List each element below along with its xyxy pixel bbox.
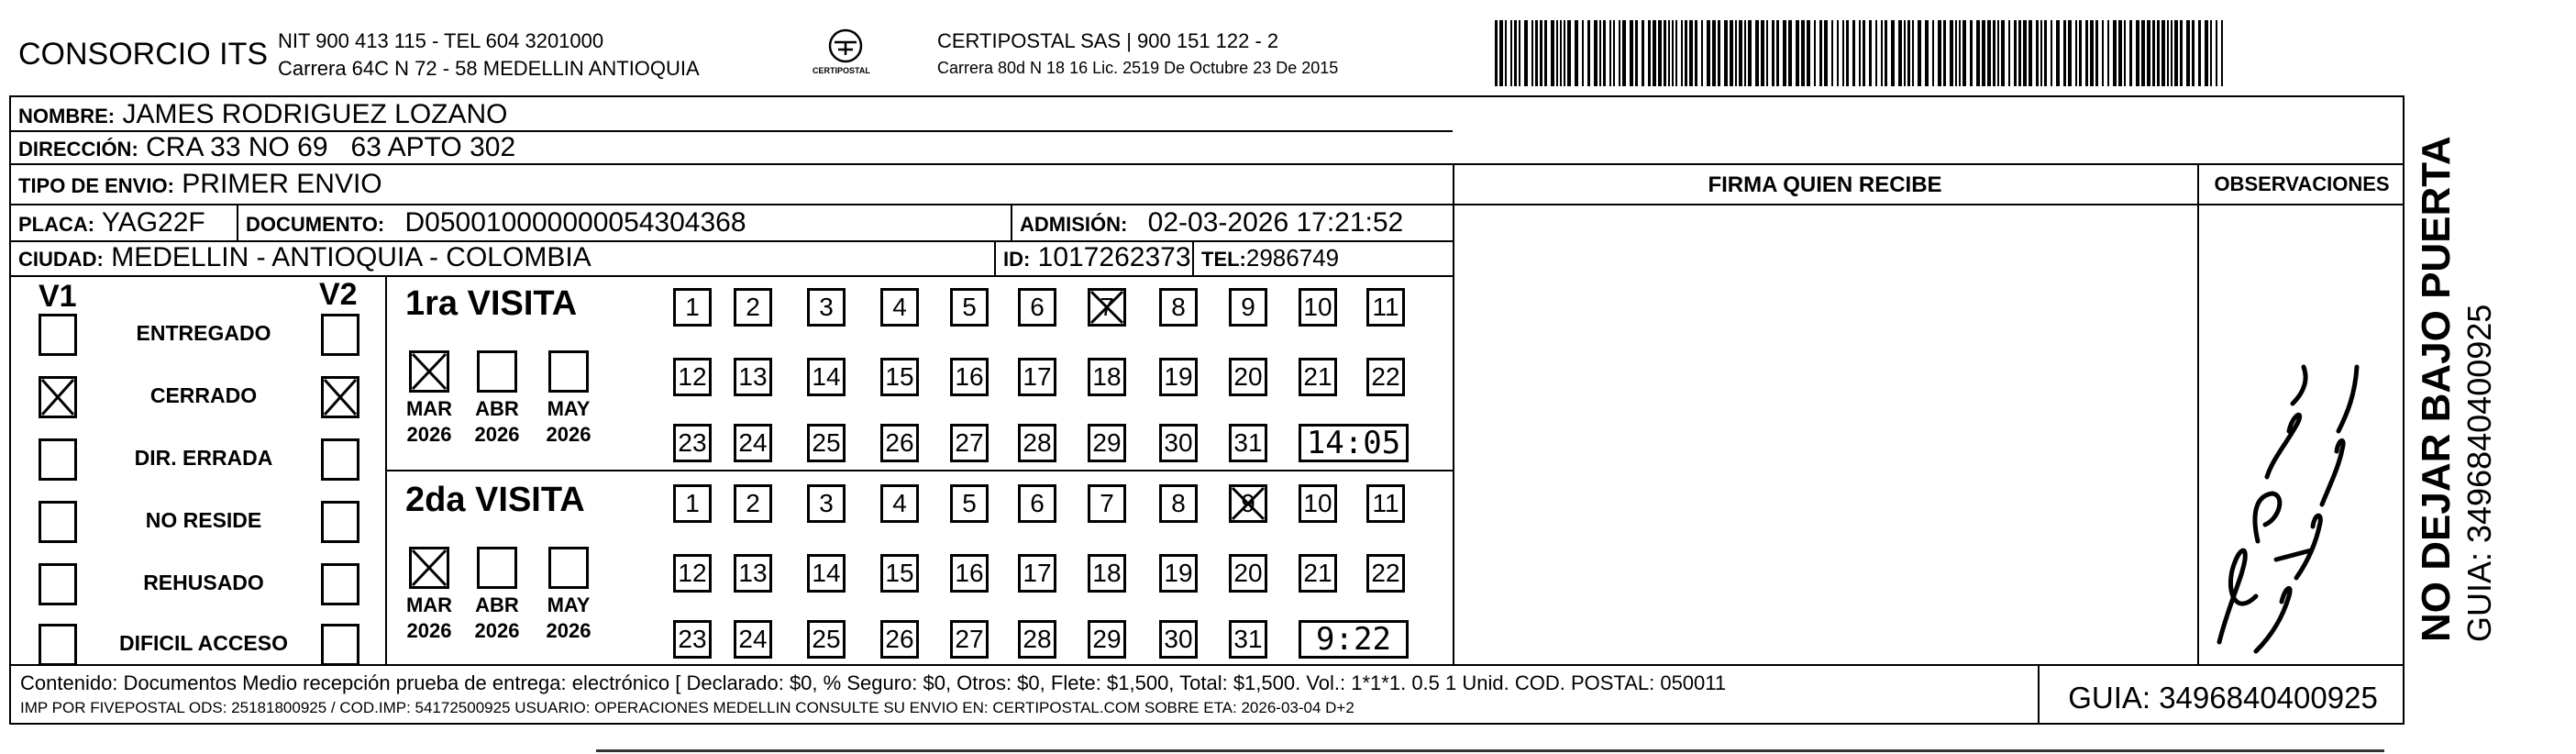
barcode-bar bbox=[1675, 20, 1677, 86]
day-box[interactable]: 1 bbox=[673, 484, 712, 523]
carrier-line: CERTIPOSTAL SAS | 900 151 122 - 2 bbox=[937, 29, 1279, 52]
barcode-bar bbox=[1609, 20, 1611, 86]
day-box[interactable]: 7 bbox=[1088, 288, 1126, 327]
type-field bbox=[18, 169, 382, 200]
no-dejar-warning: NO DEJAR BAJO PUERTA bbox=[2414, 136, 2459, 642]
day-box[interactable]: 31 bbox=[1229, 620, 1267, 659]
day-box[interactable]: 24 bbox=[734, 424, 772, 462]
plate-value: YAG22F bbox=[101, 207, 205, 238]
day-box[interactable]: 12 bbox=[673, 358, 712, 396]
barcode-bar bbox=[2221, 20, 2223, 86]
day-box[interactable]: 9 bbox=[1229, 484, 1267, 523]
barcode-bar bbox=[1514, 20, 1517, 86]
day-box[interactable]: 16 bbox=[950, 554, 989, 593]
barcode-bar bbox=[2216, 20, 2217, 86]
barcode-bar bbox=[1744, 20, 1746, 86]
barcode-bar bbox=[1819, 20, 1822, 86]
barcode-bar bbox=[1630, 20, 1633, 86]
barcode-bar bbox=[1718, 20, 1720, 86]
barcode-bar bbox=[1801, 20, 1805, 86]
document-field bbox=[246, 207, 746, 238]
barcode-bar bbox=[1776, 20, 1779, 86]
day-box[interactable]: 18 bbox=[1088, 358, 1126, 396]
id-label: ID: bbox=[1003, 248, 1031, 271]
month-checkbox[interactable] bbox=[477, 547, 517, 589]
shipment-type: PRIMER ENVIO bbox=[182, 169, 382, 199]
day-box[interactable]: 15 bbox=[880, 554, 919, 593]
barcode-bar bbox=[1982, 20, 1985, 86]
name-label: NOMBRE: bbox=[18, 105, 116, 128]
day-box[interactable]: 13 bbox=[734, 554, 772, 593]
name-field bbox=[18, 99, 508, 130]
type-label: TIPO DE ENVIO: bbox=[18, 174, 174, 197]
logo-caption: CERTIPOSTAL bbox=[813, 66, 870, 75]
barcode-bar bbox=[1950, 20, 1953, 86]
barcode-bar bbox=[1842, 20, 1844, 86]
month-checkbox[interactable] bbox=[548, 547, 589, 589]
day-box[interactable]: 25 bbox=[807, 424, 846, 462]
barcode-bar bbox=[1560, 20, 1562, 86]
document-value: D050010000000054304368 bbox=[404, 207, 746, 238]
barcode-bar bbox=[1495, 20, 1498, 86]
imp-line: IMP POR FIVEPOSTAL ODS: 25181800925 / COD.IMP: 54172500925 USUARIO: OPERACIONES MEDELLIN CONSULTE SU ENVIO EN: CERTIPOSTAL.COM SOBRE ETA: 2026-03-04 D+2 bbox=[20, 699, 1354, 716]
barcode-bar bbox=[2129, 20, 2132, 86]
day-box[interactable]: 19 bbox=[1159, 358, 1198, 396]
check-mark-icon bbox=[321, 376, 359, 418]
year-label: 2026 bbox=[546, 423, 591, 446]
barcode-bar bbox=[2124, 20, 2126, 86]
barcode-bar bbox=[1712, 20, 1716, 86]
barcode-bar bbox=[1519, 20, 1520, 86]
barcode-bar bbox=[2018, 20, 2021, 86]
barcode-bar bbox=[1766, 20, 1768, 86]
barcode-bar bbox=[2063, 20, 2066, 86]
visit-time[interactable]: 9:22 bbox=[1299, 620, 1409, 659]
day-box[interactable]: 11 bbox=[1366, 484, 1405, 523]
barcode-bar bbox=[1859, 20, 1861, 86]
barcode-bar bbox=[2136, 20, 2139, 86]
plate-field bbox=[18, 207, 205, 238]
barcode-bar bbox=[1796, 20, 1799, 86]
day-box[interactable]: 10 bbox=[1299, 288, 1337, 327]
recipient-address: CRA 33 NO 69 63 APTO 302 bbox=[146, 132, 516, 162]
status-label: NO RESIDE bbox=[145, 508, 262, 532]
day-box[interactable]: 9 bbox=[1229, 288, 1267, 327]
barcode-bar bbox=[1540, 20, 1542, 86]
tel-label: TEL: bbox=[1201, 248, 1246, 271]
year-label: 2026 bbox=[406, 423, 452, 446]
barcode-bar bbox=[1689, 20, 1693, 86]
status-label: DIFICIL ACCESO bbox=[118, 631, 288, 655]
visit-title: 2da VISITA bbox=[405, 481, 585, 519]
day-box[interactable]: 20 bbox=[1229, 358, 1267, 396]
barcode-bar bbox=[1918, 20, 1921, 86]
barcode-bar bbox=[1938, 20, 1941, 86]
barcode-bar bbox=[1701, 20, 1703, 86]
id-value: 1017262373 bbox=[1037, 242, 1191, 272]
month-checkbox[interactable] bbox=[548, 350, 589, 393]
barcode-bar bbox=[1642, 20, 1644, 86]
company-address: Carrera 64C N 72 - 58 MEDELLIN ANTIOQUIA bbox=[278, 57, 700, 80]
barcode-bar bbox=[2167, 20, 2169, 86]
barcode-bar bbox=[1807, 20, 1810, 86]
city-label: CIUDAD: bbox=[18, 248, 104, 271]
barcode-bar bbox=[1852, 20, 1855, 86]
barcode-bar bbox=[1997, 20, 1999, 86]
day-box[interactable]: 21 bbox=[1299, 554, 1337, 593]
day-box[interactable]: 8 bbox=[1159, 484, 1198, 523]
v2-checkbox[interactable] bbox=[321, 563, 359, 605]
barcode-bar bbox=[1970, 20, 1973, 86]
city-value: MEDELLIN - ANTIOQUIA - COLOMBIA bbox=[111, 242, 591, 272]
barcode-bar bbox=[1898, 20, 1902, 86]
day-box[interactable]: 28 bbox=[1018, 424, 1056, 462]
barcode-bar bbox=[1724, 20, 1728, 86]
day-box[interactable]: 13 bbox=[734, 358, 772, 396]
year-label: 2026 bbox=[474, 619, 520, 642]
day-box[interactable]: 27 bbox=[950, 424, 989, 462]
barcode-bar bbox=[1932, 20, 1934, 86]
tel-value: 2986749 bbox=[1245, 244, 1340, 272]
barcode-bar bbox=[1664, 20, 1666, 86]
document-label: DOCUMENTO: bbox=[246, 213, 385, 236]
barcode-bar bbox=[1648, 20, 1651, 86]
barcode-bar bbox=[1599, 20, 1601, 86]
barcode-bar bbox=[1993, 20, 1996, 86]
barcode-bar bbox=[1943, 20, 1946, 86]
day-box[interactable]: 26 bbox=[880, 620, 919, 659]
observations-header: OBSERVACIONES bbox=[2214, 172, 2390, 195]
status-label: DIR. ERRADA bbox=[134, 446, 273, 470]
day-box[interactable]: 8 bbox=[1159, 288, 1198, 327]
barcode-bar bbox=[1976, 20, 1980, 86]
barcode-bar bbox=[2079, 20, 2082, 86]
barcode-bar bbox=[2014, 20, 2017, 86]
barcode-bar bbox=[1814, 20, 1816, 86]
footer-guide: GUIA: 3496840400925 bbox=[2068, 681, 2378, 715]
v2-checkbox[interactable] bbox=[321, 501, 359, 543]
month-label: MAR bbox=[405, 397, 453, 420]
day-box[interactable]: 7 bbox=[1088, 484, 1126, 523]
barcode-bar bbox=[2157, 20, 2160, 86]
contents-line: Contenido: Documentos Medio recepción prueba de entrega: electrónico [ Declarado: $0, % Seguro: $0, Otros: $0, Flete: $1,500, Total: $1,500. Vol.: 1*1*1. 0.5 1 Unid. COD. POSTAL: 050011 bbox=[20, 671, 1727, 694]
address-label: DIRECCIÓN: bbox=[18, 138, 138, 161]
month-label: MAR bbox=[405, 593, 453, 616]
barcode-bar bbox=[2192, 20, 2195, 86]
v1-checkbox[interactable] bbox=[39, 438, 77, 481]
certipostal-logo bbox=[809, 28, 882, 81]
v1-checkbox[interactable] bbox=[39, 314, 77, 356]
day-box[interactable]: 23 bbox=[673, 620, 712, 659]
day-box[interactable]: 23 bbox=[673, 424, 712, 462]
v1-checkbox[interactable] bbox=[39, 501, 77, 543]
day-box[interactable]: 10 bbox=[1299, 484, 1337, 523]
barcode-bar bbox=[2210, 20, 2212, 86]
barcode-bar bbox=[2068, 20, 2072, 86]
barcode-bar bbox=[1891, 20, 1895, 86]
recipient-name: JAMES RODRIGUEZ LOZANO bbox=[122, 99, 508, 129]
day-box[interactable]: 25 bbox=[807, 620, 846, 659]
barcode-bar bbox=[1735, 20, 1737, 86]
barcode-bar bbox=[1824, 20, 1828, 86]
day-box[interactable]: 29 bbox=[1088, 620, 1126, 659]
day-box[interactable]: 16 bbox=[950, 358, 989, 396]
day-box[interactable]: 18 bbox=[1088, 554, 1126, 593]
barcode-bar bbox=[2036, 20, 2039, 86]
barcode-bar bbox=[1535, 20, 1538, 86]
barcode-bar bbox=[2001, 20, 2005, 86]
barcode-bar bbox=[2180, 20, 2183, 86]
barcode-bar bbox=[1613, 20, 1615, 86]
barcode-bar bbox=[1959, 20, 1961, 86]
year-label: 2026 bbox=[474, 423, 520, 446]
barcode-bar bbox=[2085, 20, 2088, 86]
v2-checkbox[interactable] bbox=[321, 438, 359, 481]
day-box[interactable]: 22 bbox=[1366, 554, 1405, 593]
day-box[interactable]: 31 bbox=[1229, 424, 1267, 462]
barcode-bar bbox=[1912, 20, 1914, 86]
barcode-bar bbox=[1904, 20, 1906, 86]
barcode-bar bbox=[1681, 20, 1683, 86]
barcode-bar bbox=[1544, 20, 1547, 86]
side-text bbox=[2414, 128, 2533, 642]
v1-checkbox[interactable] bbox=[39, 563, 77, 605]
day-box[interactable]: 5 bbox=[950, 484, 989, 523]
barcode-bar bbox=[2141, 20, 2145, 86]
day-box[interactable]: 2 bbox=[734, 288, 772, 327]
day-box[interactable]: 15 bbox=[880, 358, 919, 396]
side-guide: GUIA: 3496840400925 bbox=[2460, 304, 2498, 642]
barcode-bar bbox=[1761, 20, 1764, 86]
barcode-bar bbox=[2118, 20, 2122, 86]
day-box[interactable]: 14 bbox=[807, 554, 846, 593]
day-box[interactable]: 20 bbox=[1229, 554, 1267, 593]
barcode-bar bbox=[2008, 20, 2010, 86]
check-mark-icon bbox=[39, 376, 77, 418]
visit-time[interactable]: 14:05 bbox=[1299, 424, 1409, 462]
admission-field bbox=[1020, 207, 1403, 238]
barcode-bar bbox=[1556, 20, 1558, 86]
barcode-bar bbox=[2186, 20, 2190, 86]
day-box[interactable]: 2 bbox=[734, 484, 772, 523]
barcode-bar bbox=[2107, 20, 2109, 86]
check-mark-icon bbox=[409, 547, 449, 589]
admission-label: ADMISIÓN: bbox=[1020, 213, 1128, 236]
barcode-bar bbox=[2040, 20, 2042, 86]
barcode-bar bbox=[1594, 20, 1598, 86]
day-box[interactable]: 1 bbox=[673, 288, 712, 327]
year-label: 2026 bbox=[546, 619, 591, 642]
day-box[interactable]: 27 bbox=[950, 620, 989, 659]
barcode-bar bbox=[1831, 20, 1833, 86]
day-box[interactable]: 5 bbox=[950, 288, 989, 327]
barcode-bar bbox=[2023, 20, 2027, 86]
barcode-bar bbox=[1587, 20, 1590, 86]
day-box[interactable]: 12 bbox=[673, 554, 712, 593]
barcode-bar bbox=[2205, 20, 2208, 86]
barcode-bar bbox=[1524, 20, 1528, 86]
barcode-bar bbox=[2102, 20, 2104, 86]
barcode-bar bbox=[1695, 20, 1697, 86]
barcode-bar bbox=[1955, 20, 1957, 86]
barcode-bar bbox=[1707, 20, 1710, 86]
day-box[interactable]: 26 bbox=[880, 424, 919, 462]
day-box[interactable]: 30 bbox=[1159, 424, 1198, 462]
status-label: ENTREGADO bbox=[136, 321, 271, 345]
barcode-bar bbox=[1619, 20, 1620, 86]
barcode-bar bbox=[1575, 20, 1578, 86]
barcode-bar bbox=[1658, 20, 1662, 86]
barcode-bar bbox=[2198, 20, 2201, 86]
license-line: Carrera 80d N 18 16 Lic. 2519 De Octubre 23 De 2015 bbox=[937, 59, 1339, 77]
check-mark-icon bbox=[409, 350, 449, 393]
day-box[interactable]: 14 bbox=[807, 358, 846, 396]
barcode-bar bbox=[1846, 20, 1849, 86]
day-box[interactable]: 17 bbox=[1018, 554, 1056, 593]
day-box[interactable]: 21 bbox=[1299, 358, 1337, 396]
v1-checkbox[interactable] bbox=[39, 624, 77, 666]
day-box[interactable]: 3 bbox=[807, 288, 846, 327]
day-box[interactable]: 24 bbox=[734, 620, 772, 659]
barcode-bar bbox=[1685, 20, 1687, 86]
barcode-bar bbox=[1653, 20, 1656, 86]
id-field bbox=[1003, 242, 1191, 273]
month-label: MAY bbox=[547, 593, 591, 616]
day-box[interactable]: 3 bbox=[807, 484, 846, 523]
barcode-bar bbox=[1907, 20, 1910, 86]
day-box[interactable]: 11 bbox=[1366, 288, 1405, 327]
barcode-bar bbox=[1635, 20, 1638, 86]
tel-field bbox=[1201, 244, 1339, 272]
barcode-bar bbox=[1564, 20, 1565, 86]
month-checkbox[interactable] bbox=[477, 350, 517, 393]
month-label: ABR bbox=[475, 397, 519, 420]
barcode-bar bbox=[1881, 20, 1883, 86]
recipient-signature bbox=[2201, 330, 2384, 660]
plate-label: PLACA: bbox=[18, 213, 95, 236]
v1-header: V1 bbox=[39, 279, 77, 314]
day-box[interactable]: 22 bbox=[1366, 358, 1405, 396]
v2-checkbox[interactable] bbox=[321, 624, 359, 666]
bottom-divider bbox=[596, 749, 2384, 752]
barcode-bar bbox=[1567, 20, 1571, 86]
month-label: MAY bbox=[547, 397, 591, 420]
day-box[interactable]: 4 bbox=[880, 288, 919, 327]
barcode-bar bbox=[1748, 20, 1752, 86]
barcode-bar bbox=[2029, 20, 2032, 86]
barcode-bar bbox=[1499, 20, 1503, 86]
barcode-bar bbox=[2090, 20, 2094, 86]
day-box[interactable]: 17 bbox=[1018, 358, 1056, 396]
admission-value: 02-03-2026 17:21:52 bbox=[1147, 207, 1404, 238]
barcode-icon bbox=[1495, 20, 2228, 86]
signature-header: FIRMA QUIEN RECIBE bbox=[1708, 172, 1942, 197]
barcode-bar bbox=[2152, 20, 2155, 86]
city-field bbox=[18, 242, 591, 273]
day-box[interactable]: 19 bbox=[1159, 554, 1198, 593]
v2-header: V2 bbox=[319, 277, 358, 312]
barcode-bar bbox=[1987, 20, 1991, 86]
barcode-bar bbox=[2113, 20, 2117, 86]
company-nit: NIT 900 413 115 - TEL 604 3201000 bbox=[278, 29, 604, 52]
check-mark-icon bbox=[1229, 484, 1267, 523]
barcode-bar bbox=[1885, 20, 1887, 86]
day-box[interactable]: 29 bbox=[1088, 424, 1126, 462]
company-name: CONSORCIO ITS bbox=[18, 37, 269, 72]
barcode-bar bbox=[1551, 20, 1554, 86]
status-label: CERRADO bbox=[149, 383, 258, 407]
v2-checkbox[interactable] bbox=[321, 314, 359, 356]
barcode-bar bbox=[1730, 20, 1733, 86]
barcode-bar bbox=[2044, 20, 2047, 86]
barcode-bar bbox=[1962, 20, 1966, 86]
barcode-bar bbox=[1788, 20, 1792, 86]
barcode-bar bbox=[2075, 20, 2077, 86]
check-mark-icon bbox=[1088, 288, 1126, 327]
barcode-bar bbox=[1837, 20, 1839, 86]
barcode-bar bbox=[1603, 20, 1606, 86]
barcode-bar bbox=[2147, 20, 2150, 86]
barcode-bar bbox=[2056, 20, 2060, 86]
barcode-bar bbox=[2051, 20, 2052, 86]
barcode-bar bbox=[1668, 20, 1670, 86]
visit-title: 1ra VISITA bbox=[405, 284, 578, 323]
barcode-bar bbox=[2171, 20, 2172, 86]
barcode-bar bbox=[1755, 20, 1759, 86]
barcode-bar bbox=[1925, 20, 1929, 86]
day-box[interactable]: 6 bbox=[1018, 288, 1056, 327]
barcode-bar bbox=[1875, 20, 1877, 86]
barcode-bar bbox=[1510, 20, 1512, 86]
barcode-bar bbox=[2161, 20, 2165, 86]
barcode-bar bbox=[1622, 20, 1626, 86]
barcode-bar bbox=[2174, 20, 2178, 86]
barcode-bar bbox=[1505, 20, 1507, 86]
day-box[interactable]: 30 bbox=[1159, 620, 1198, 659]
day-box[interactable]: 28 bbox=[1018, 620, 1056, 659]
day-box[interactable]: 4 bbox=[880, 484, 919, 523]
day-box[interactable]: 6 bbox=[1018, 484, 1056, 523]
barcode-bar bbox=[1783, 20, 1786, 86]
barcode-bar bbox=[1869, 20, 1872, 86]
barcode-bar bbox=[1582, 20, 1584, 86]
barcode-bar bbox=[2095, 20, 2098, 86]
month-label: ABR bbox=[475, 593, 519, 616]
barcode-bar bbox=[1531, 20, 1533, 86]
status-label: REHUSADO bbox=[143, 571, 264, 594]
year-label: 2026 bbox=[406, 619, 452, 642]
barcode-bar bbox=[1739, 20, 1742, 86]
barcode-bar bbox=[1863, 20, 1865, 86]
barcode-bar bbox=[1672, 20, 1674, 86]
address-field bbox=[18, 132, 515, 163]
barcode-bar bbox=[1772, 20, 1774, 86]
